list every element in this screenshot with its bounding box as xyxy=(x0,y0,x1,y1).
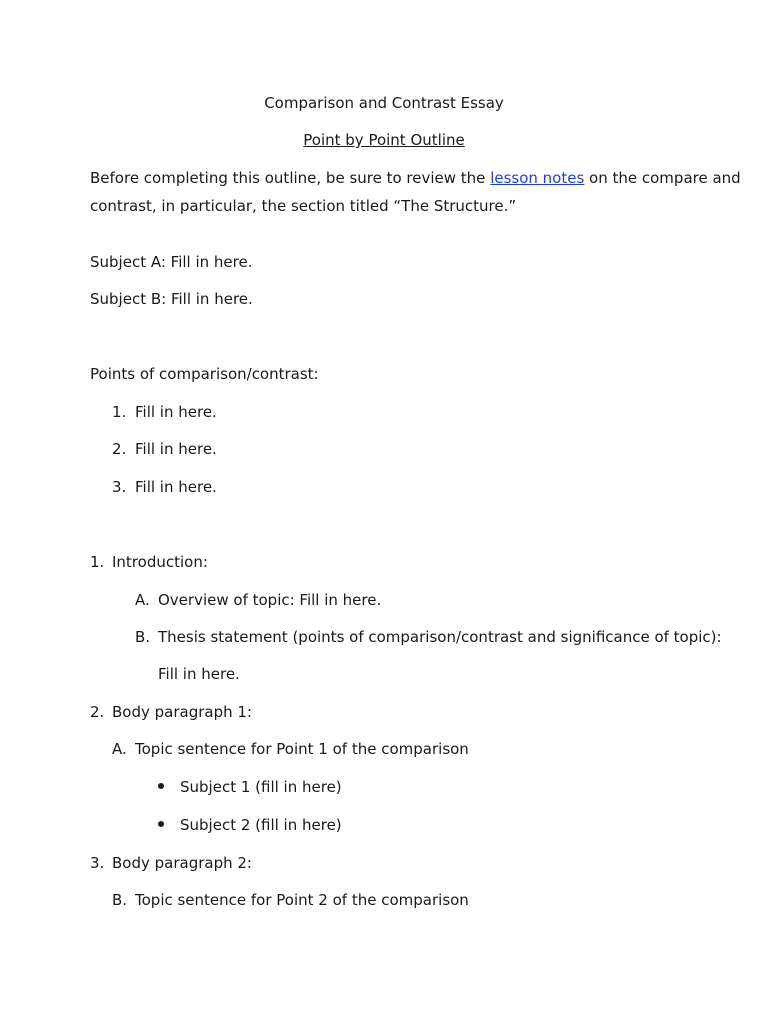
bullet-dot-icon xyxy=(158,783,164,789)
intro-after-link: on the compare and xyxy=(584,169,741,187)
outline-body1-a-text: Topic sentence for Point 1 of the comparison xyxy=(135,740,469,758)
point-marker: 2. xyxy=(112,440,127,458)
intro-paragraph-line-2: contrast, in particular, the section titled “The Structure.” xyxy=(90,197,517,215)
lesson-notes-link[interactable]: lesson notes xyxy=(490,169,585,187)
outline-body1-marker: 2. xyxy=(90,703,105,721)
point-marker: 3. xyxy=(112,478,127,496)
outline-body1-a-marker: A. xyxy=(112,740,127,758)
outline-body1-label: Body paragraph 1: xyxy=(112,703,252,721)
point-text-2: Fill in here. xyxy=(135,440,217,458)
bullet-icon xyxy=(158,815,164,835)
point-marker: 1. xyxy=(112,403,127,421)
outline-intro-a-marker: A. xyxy=(135,591,150,609)
outline-intro-marker: 1. xyxy=(90,553,105,571)
outline-intro-a-text: Overview of topic: Fill in here. xyxy=(158,591,382,609)
point-item-3 xyxy=(112,477,126,497)
point-item-2 xyxy=(112,439,126,459)
document-subtitle xyxy=(0,130,768,150)
point-text-1: Fill in here. xyxy=(135,403,217,421)
outline-body2-label: Body paragraph 2: xyxy=(112,854,252,872)
intro-paragraph-line-1 xyxy=(90,168,741,188)
points-heading: Points of comparison/contrast: xyxy=(90,365,319,383)
outline-intro-label: Introduction: xyxy=(112,553,208,571)
outline-body2-marker: 3. xyxy=(90,854,105,872)
subject-a: Subject A: Fill in here. xyxy=(90,253,253,271)
subject-b: Subject B: Fill in here. xyxy=(90,290,253,308)
point-text-3: Fill in here. xyxy=(135,478,217,496)
outline-body1-bullet-1: Subject 1 (fill in here) xyxy=(180,778,342,796)
outline-intro-b-continuation: Fill in here. xyxy=(158,665,240,683)
document-title: Comparison and Contrast Essay xyxy=(264,94,504,112)
outline-intro-b-marker: B. xyxy=(135,628,151,646)
bullet-dot-icon xyxy=(158,821,164,827)
outline-body2-b-text: Topic sentence for Point 2 of the comparison xyxy=(135,891,469,909)
outline-intro-b-text: Thesis statement (points of comparison/contrast and significance of topic): xyxy=(158,628,722,646)
point-item-1 xyxy=(112,402,126,422)
bullet-icon xyxy=(158,777,164,797)
outline-body1-bullet-2: Subject 2 (fill in here) xyxy=(180,816,342,834)
intro-before-link: Before completing this outline, be sure to review the xyxy=(90,169,491,187)
outline-body2-b-marker: B. xyxy=(112,891,128,909)
subtitle-text: Point by Point Outline xyxy=(303,131,465,149)
